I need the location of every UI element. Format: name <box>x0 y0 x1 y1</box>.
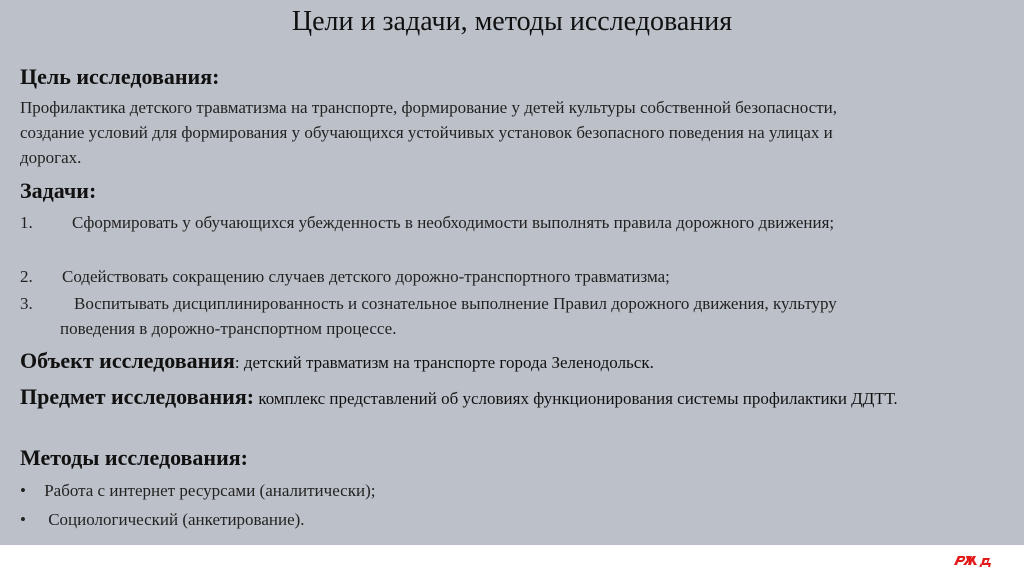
methods-heading: Методы исследования: <box>20 445 248 470</box>
footer-bar <box>0 545 1024 574</box>
goal-text: Профилактика детского травматизма на транспорте, формирование у детей культуры собственной безопасности, создание условий для формирования у обучающихся устойчивых установок безопасного поведения на улицах и дорогах. <box>20 98 837 167</box>
task-text: Воспитывать дисциплинированность и сознательное выполнение Правил дорожного движения, культуру поведения в дорожно-транспортном процессе. <box>60 294 837 338</box>
method-text: Работа с интернет ресурсами (аналитически); <box>44 481 376 500</box>
subject-text: комплекс представлений об условиях функционирования системы профилактики ДДТТ. <box>254 389 898 408</box>
bullet-icon: • <box>20 510 26 529</box>
object-text: : детский травматизм на транспорте города Зеленодольск. <box>234 353 654 372</box>
bullet-icon: • <box>20 481 26 500</box>
task-text: Сформировать у обучающихся убежденность в необходимости выполнять правила дорожного движения; <box>72 213 835 232</box>
object-line <box>20 348 654 374</box>
methods-item-1 <box>20 481 375 501</box>
subject-line <box>20 383 900 413</box>
task-number: 1. <box>20 213 33 232</box>
subject-heading: Предмет исследования: <box>20 384 255 409</box>
task-text: Содействовать сокращению случаев детского дорожно-транспортного травматизма; <box>62 267 670 286</box>
method-text: Социологический (анкетирование). <box>48 510 305 529</box>
methods-item-2 <box>20 510 305 530</box>
rzd-logo-icon <box>952 553 994 567</box>
task-number: 3. <box>20 294 33 313</box>
goal-heading: Цель исследования: <box>20 64 220 89</box>
slide-title: Цели и задачи, методы исследования <box>291 6 733 37</box>
tasks-heading: Задачи: <box>20 178 97 203</box>
object-heading: Объект исследования <box>20 348 235 373</box>
task-number: 2. <box>20 267 33 286</box>
